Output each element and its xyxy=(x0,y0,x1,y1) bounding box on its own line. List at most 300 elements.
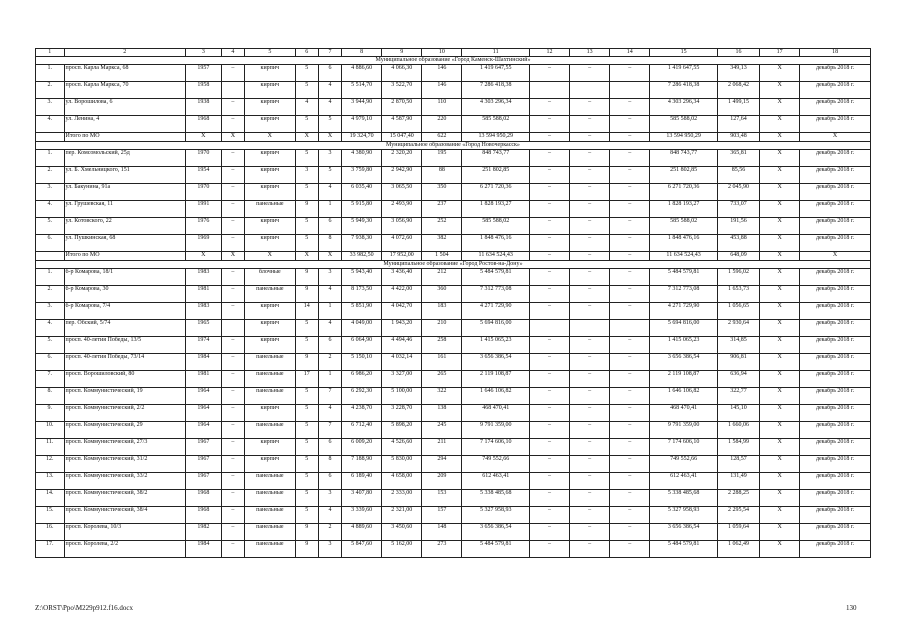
table-cell: 322,77 xyxy=(717,388,759,405)
table-cell: 3 327,00 xyxy=(382,371,422,388)
table-cell: – xyxy=(570,541,610,558)
table-cell: 11 634 524,43 xyxy=(650,252,718,261)
table-cell: 2 xyxy=(318,354,341,371)
table-cell: 5 xyxy=(295,337,318,354)
table-cell: просп. Ворошиловский, 80 xyxy=(64,371,185,388)
table-cell: 1964 xyxy=(185,422,221,439)
table-cell: 13 594 950,29 xyxy=(462,133,530,142)
table-cell: – xyxy=(221,303,244,320)
municipality-header-row xyxy=(36,261,871,269)
column-number-cell: 12 xyxy=(529,49,569,57)
table-cell: 2 930,64 xyxy=(717,320,759,337)
table-cell: 906,81 xyxy=(717,354,759,371)
table-cell: 211 xyxy=(422,439,462,456)
table-cell: 252 xyxy=(422,218,462,235)
table-cell: декабрь 2018 г. xyxy=(800,150,871,167)
table-cell: – xyxy=(570,422,610,439)
table-cell: 5 514,70 xyxy=(342,82,382,99)
table-cell: 153 xyxy=(422,490,462,507)
table-cell: – xyxy=(529,405,569,422)
table-cell: – xyxy=(570,524,610,541)
table-cell: – xyxy=(529,473,569,490)
table-cell: 273 xyxy=(422,541,462,558)
table-cell: кирпич xyxy=(245,456,296,473)
table-cell: кирпич xyxy=(245,303,296,320)
table-row xyxy=(36,303,871,320)
table-cell: – xyxy=(610,65,650,82)
table-cell: 17. xyxy=(36,541,65,558)
table-cell: – xyxy=(529,167,569,184)
table-cell: 6. xyxy=(36,354,65,371)
table-cell: декабрь 2018 г. xyxy=(800,507,871,524)
table-row xyxy=(36,337,871,354)
municipality-header-row xyxy=(36,57,871,65)
table-cell: 5 484 579,81 xyxy=(462,269,530,286)
table-cell: – xyxy=(610,116,650,133)
table-cell: просп. Коммунистический, 29 xyxy=(64,422,185,439)
table-cell: 1974 xyxy=(185,337,221,354)
table-cell: – xyxy=(570,252,610,261)
table-cell: 5 xyxy=(295,184,318,201)
table-cell: 3 xyxy=(318,541,341,558)
table-cell: 5 xyxy=(295,320,318,337)
table-cell: 128,57 xyxy=(717,456,759,473)
table-cell: X xyxy=(221,133,244,142)
table-cell: 161 xyxy=(422,354,462,371)
table-cell: – xyxy=(570,133,610,142)
table-cell: декабрь 2018 г. xyxy=(800,65,871,82)
column-number-row xyxy=(36,49,871,57)
table-cell: – xyxy=(529,541,569,558)
table-cell: ул. Котовского, 22 xyxy=(64,218,185,235)
table-cell: декабрь 2018 г. xyxy=(800,456,871,473)
table-cell: – xyxy=(221,371,244,388)
table-cell: декабрь 2018 г. xyxy=(800,235,871,252)
table-cell: 7. xyxy=(36,371,65,388)
table-cell: 7 174 606,10 xyxy=(650,439,718,456)
table-cell: 1957 xyxy=(185,65,221,82)
table-cell xyxy=(610,82,650,99)
table-cell: 1970 xyxy=(185,184,221,201)
table-row xyxy=(36,184,871,201)
table-cell: – xyxy=(529,218,569,235)
table-cell: 13 594 950,29 xyxy=(650,133,718,142)
table-cell: X xyxy=(318,252,341,261)
table-cell: 138 xyxy=(422,405,462,422)
table-cell: 2 870,50 xyxy=(382,99,422,116)
table-cell: 2 321,00 xyxy=(382,507,422,524)
table-cell: 3 450,60 xyxy=(382,524,422,541)
table-cell: 4 xyxy=(318,405,341,422)
table-cell: 13. xyxy=(36,473,65,490)
table-cell: 14. xyxy=(36,490,65,507)
table-cell: пер. Комсомольский, 25д xyxy=(64,150,185,167)
table-cell: 2 942,90 xyxy=(382,167,422,184)
table-cell: – xyxy=(610,541,650,558)
table-cell: 6 271 720,36 xyxy=(462,184,530,201)
table-cell: 3 759,80 xyxy=(342,167,382,184)
table-cell: – xyxy=(221,167,244,184)
table-cell: 3 656 386,54 xyxy=(650,524,718,541)
table-cell: 4 xyxy=(318,286,341,303)
table-cell: 5 xyxy=(295,65,318,82)
table-cell: 220 xyxy=(422,116,462,133)
table-cell: X xyxy=(760,218,800,235)
table-cell: – xyxy=(570,507,610,524)
table-cell: – xyxy=(570,99,610,116)
table-cell: 2. xyxy=(36,286,65,303)
table-cell: панельные xyxy=(245,490,296,507)
table-cell: – xyxy=(221,201,244,218)
table-cell: – xyxy=(221,388,244,405)
table-cell: X xyxy=(760,337,800,354)
table-cell: панельные xyxy=(245,201,296,218)
table-cell: – xyxy=(221,99,244,116)
table-cell: – xyxy=(610,99,650,116)
column-number-cell: 17 xyxy=(760,49,800,57)
table-cell: – xyxy=(529,133,569,142)
table-cell: просп. Карла Маркса, 70 xyxy=(64,82,185,99)
table-cell: 15. xyxy=(36,507,65,524)
table-cell: 2 119 108,87 xyxy=(650,371,718,388)
column-number-cell: 15 xyxy=(650,49,718,57)
table-cell: 4 526,60 xyxy=(382,439,422,456)
table-cell: – xyxy=(529,507,569,524)
file-path: Z:\ORST\Ppo\M229p912.f16.docx xyxy=(35,604,134,612)
table-cell: 9 xyxy=(295,541,318,558)
table-cell: 191,56 xyxy=(717,218,759,235)
table-cell: 622 xyxy=(422,133,462,142)
table-cell: 5 484 579,81 xyxy=(650,269,718,286)
table-cell: – xyxy=(570,184,610,201)
table-cell: 212 xyxy=(422,269,462,286)
table-cell: X xyxy=(760,507,800,524)
table-cell: кирпич xyxy=(245,320,296,337)
table-cell: 9 xyxy=(295,201,318,218)
table-cell: X xyxy=(760,116,800,133)
table-cell: – xyxy=(221,439,244,456)
table-cell: – xyxy=(221,524,244,541)
table-cell: X xyxy=(760,388,800,405)
table-row xyxy=(36,99,871,116)
table-cell: 2 493,90 xyxy=(382,201,422,218)
table-cell: декабрь 2018 г. xyxy=(800,422,871,439)
table-cell: 4 xyxy=(295,99,318,116)
table-cell: 15 047,40 xyxy=(382,133,422,142)
table-cell: – xyxy=(221,65,244,82)
table-cell: 5 xyxy=(295,422,318,439)
column-number-cell: 4 xyxy=(221,49,244,57)
table-cell: 5 327 958,93 xyxy=(650,507,718,524)
column-number-cell: 1 xyxy=(36,49,65,57)
table-cell: 848 743,77 xyxy=(462,150,530,167)
table-cell: 5 830,00 xyxy=(382,456,422,473)
table-cell: 265 xyxy=(422,371,462,388)
table-cell: – xyxy=(529,286,569,303)
table-cell: 1982 xyxy=(185,524,221,541)
municipality-title: Муниципальное образование «Город Каменск-Шахтинский» xyxy=(36,57,871,65)
table-cell: 6 064,90 xyxy=(342,337,382,354)
table-row xyxy=(36,116,871,133)
table-cell: блочные xyxy=(245,269,296,286)
table-row xyxy=(36,541,871,558)
table-cell: 5 xyxy=(295,439,318,456)
table-cell: X xyxy=(760,354,800,371)
table-cell: 1. xyxy=(36,150,65,167)
table-cell: 3 339,60 xyxy=(342,507,382,524)
table-cell: 6 xyxy=(318,473,341,490)
table-cell: декабрь 2018 г. xyxy=(800,82,871,99)
table-cell: 4 xyxy=(318,320,341,337)
table-cell: 453,88 xyxy=(717,235,759,252)
table-cell: X xyxy=(800,252,871,261)
table-cell: X xyxy=(295,252,318,261)
table-cell: 85,56 xyxy=(717,167,759,184)
table-cell: – xyxy=(570,490,610,507)
table-cell: 5 xyxy=(295,82,318,99)
table-cell: – xyxy=(221,490,244,507)
table-cell: 1 419 647,55 xyxy=(650,65,718,82)
page-number: 130 xyxy=(846,604,857,612)
table-cell: – xyxy=(570,456,610,473)
table-cell: 1 504 xyxy=(422,252,462,261)
table-cell: 5 xyxy=(295,218,318,235)
table-cell: декабрь 2018 г. xyxy=(800,218,871,235)
table-cell: декабрь 2018 г. xyxy=(800,473,871,490)
table-cell: – xyxy=(610,133,650,142)
table-cell: – xyxy=(529,201,569,218)
table-cell: декабрь 2018 г. xyxy=(800,99,871,116)
table-cell: 7 174 606,10 xyxy=(462,439,530,456)
table-cell: 5 150,10 xyxy=(342,354,382,371)
column-number-cell: 16 xyxy=(717,49,759,57)
table-cell: – xyxy=(529,116,569,133)
table-cell: 1 xyxy=(318,303,341,320)
table-cell: – xyxy=(570,286,610,303)
table-row xyxy=(36,269,871,286)
table-cell: 2 045,90 xyxy=(717,184,759,201)
table-cell: 5 943,40 xyxy=(342,269,382,286)
table-row xyxy=(36,65,871,82)
table-cell: панельные xyxy=(245,286,296,303)
table-cell: X xyxy=(185,133,221,142)
table-cell: X xyxy=(760,303,800,320)
table-cell: 12. xyxy=(36,456,65,473)
table-cell xyxy=(36,133,65,142)
table-cell: 733,07 xyxy=(717,201,759,218)
table-cell: 5 xyxy=(295,507,318,524)
table-cell: – xyxy=(221,405,244,422)
table-cell: – xyxy=(610,286,650,303)
table-cell: – xyxy=(529,490,569,507)
table-cell: 1 848 476,16 xyxy=(650,235,718,252)
table-cell: X xyxy=(221,252,244,261)
table-cell: 11. xyxy=(36,439,65,456)
table-cell xyxy=(570,320,610,337)
table-cell: 3 xyxy=(318,150,341,167)
table-cell: ул. Ворошилова, 6 xyxy=(64,99,185,116)
table-cell: 4 494,46 xyxy=(382,337,422,354)
table-cell: 9 791 359,00 xyxy=(462,422,530,439)
table-cell: 11 634 524,43 xyxy=(462,252,530,261)
table-cell: 5 484 579,81 xyxy=(462,541,530,558)
table-cell: X xyxy=(760,473,800,490)
table-cell: 16. xyxy=(36,524,65,541)
table-cell: – xyxy=(610,524,650,541)
table-cell: 848 743,77 xyxy=(650,150,718,167)
table-cell: X xyxy=(760,99,800,116)
table-cell: 8. xyxy=(36,388,65,405)
table-cell: 4 271 729,90 xyxy=(462,303,530,320)
table-cell: 1 653,73 xyxy=(717,286,759,303)
table-cell: – xyxy=(570,354,610,371)
municipality-header-row xyxy=(36,142,871,150)
table-cell: 585 588,02 xyxy=(462,116,530,133)
table-cell: 5 694 816,00 xyxy=(462,320,530,337)
table-cell: 1 848 476,16 xyxy=(462,235,530,252)
table-cell: 2 320,20 xyxy=(382,150,422,167)
table-cell: кирпич xyxy=(245,167,296,184)
table-cell: X xyxy=(185,252,221,261)
table-cell: 9 xyxy=(295,286,318,303)
table-cell: 6 009,20 xyxy=(342,439,382,456)
table-cell: – xyxy=(221,116,244,133)
table-cell: – xyxy=(570,65,610,82)
table-cell: 6 986,20 xyxy=(342,371,382,388)
table-cell: 17 952,00 xyxy=(382,252,422,261)
table-cell: – xyxy=(529,524,569,541)
table-cell: 6 xyxy=(318,439,341,456)
table-cell: просп. Коммунистический, 38/4 xyxy=(64,507,185,524)
table-cell: 3 656 386,54 xyxy=(462,524,530,541)
table-cell: X xyxy=(760,456,800,473)
table-cell: ул. Грушевская, 11 xyxy=(64,201,185,218)
column-number-cell: 3 xyxy=(185,49,221,57)
table-cell: 1938 xyxy=(185,99,221,116)
table-cell: – xyxy=(610,354,650,371)
table-cell: 1 419 647,55 xyxy=(462,65,530,82)
table-cell: – xyxy=(570,150,610,167)
table-cell: 2 xyxy=(318,524,341,541)
table-cell: 382 xyxy=(422,235,462,252)
table-cell: – xyxy=(610,269,650,286)
table-cell: 9. xyxy=(36,405,65,422)
column-number-cell: 14 xyxy=(610,49,650,57)
document-table xyxy=(35,48,871,558)
column-number-cell: 18 xyxy=(800,49,871,57)
table-cell: – xyxy=(610,388,650,405)
table-cell: 6 xyxy=(318,218,341,235)
table-cell: кирпич xyxy=(245,184,296,201)
table-cell: 1976 xyxy=(185,218,221,235)
table-cell: – xyxy=(221,456,244,473)
table-cell: – xyxy=(570,167,610,184)
table-cell: – xyxy=(529,354,569,371)
table-cell: просп. Коммунистический, 33/2 xyxy=(64,473,185,490)
table-cell: 5 xyxy=(295,150,318,167)
table-cell: 157 xyxy=(422,507,462,524)
table-cell: 749 552,66 xyxy=(650,456,718,473)
table-cell: панельные xyxy=(245,354,296,371)
table-cell: 146 xyxy=(422,82,462,99)
table-cell: просп. Коммунистический, 2/2 xyxy=(64,405,185,422)
table-cell: – xyxy=(221,541,244,558)
table-cell: 237 xyxy=(422,201,462,218)
table-cell: X xyxy=(760,524,800,541)
table-cell: X xyxy=(760,286,800,303)
table-cell: 195 xyxy=(422,150,462,167)
table-cell: 6 271 720,36 xyxy=(650,184,718,201)
table-cell: декабрь 2018 г. xyxy=(800,405,871,422)
total-row xyxy=(36,252,871,261)
table-cell: 5 338 485,68 xyxy=(650,490,718,507)
table-cell: 7 188,90 xyxy=(342,456,382,473)
table-cell xyxy=(221,82,244,99)
table-cell: панельные xyxy=(245,388,296,405)
table-cell: 1 415 065,23 xyxy=(462,337,530,354)
table-cell: – xyxy=(610,439,650,456)
table-cell: 5 847,60 xyxy=(342,541,382,558)
table-cell: – xyxy=(221,286,244,303)
table-cell: – xyxy=(221,150,244,167)
table-cell: 3. xyxy=(36,184,65,201)
table-cell: 5 100,00 xyxy=(382,388,422,405)
table-cell: – xyxy=(529,150,569,167)
table-row xyxy=(36,320,871,337)
table-cell: ул. Пушкинская, 68 xyxy=(64,235,185,252)
table-cell: – xyxy=(570,473,610,490)
column-number-cell: 13 xyxy=(570,49,610,57)
table-cell: 322 xyxy=(422,388,462,405)
table-cell: 4 271 729,90 xyxy=(650,303,718,320)
table-cell: 749 552,66 xyxy=(462,456,530,473)
table-cell: 3 xyxy=(318,490,341,507)
column-number-cell: 8 xyxy=(342,49,382,57)
table-cell: декабрь 2018 г. xyxy=(800,541,871,558)
table-cell: декабрь 2018 г. xyxy=(800,286,871,303)
table-cell: 8 xyxy=(318,235,341,252)
table-cell: 4 049,00 xyxy=(342,320,382,337)
table-cell: – xyxy=(221,235,244,252)
table-cell: 6 189,40 xyxy=(342,473,382,490)
table-cell: 612 463,41 xyxy=(650,473,718,490)
table-cell: 648,09 xyxy=(717,252,759,261)
table-cell: – xyxy=(221,218,244,235)
table-cell: 468 470,41 xyxy=(650,405,718,422)
table-cell: просп. Королева, 10/3 xyxy=(64,524,185,541)
table-cell: 1. xyxy=(36,65,65,82)
table-cell: кирпич xyxy=(245,150,296,167)
table-cell: – xyxy=(610,150,650,167)
table-cell: – xyxy=(529,337,569,354)
table-cell: декабрь 2018 г. xyxy=(800,371,871,388)
table-cell: – xyxy=(570,337,610,354)
table-cell: 1 056,65 xyxy=(717,303,759,320)
table-cell: декабрь 2018 г. xyxy=(800,524,871,541)
table-cell: 245 xyxy=(422,422,462,439)
table-cell: – xyxy=(529,388,569,405)
table-cell xyxy=(529,320,569,337)
table-cell: 4 xyxy=(318,99,341,116)
table-cell: кирпич xyxy=(245,65,296,82)
table-cell: 8 173,50 xyxy=(342,286,382,303)
table-cell: просп. 40-летия Победы, 13/5 xyxy=(64,337,185,354)
table-cell: кирпич xyxy=(245,218,296,235)
table-cell: 1984 xyxy=(185,354,221,371)
table-cell: – xyxy=(221,507,244,524)
table-cell: 5 xyxy=(295,235,318,252)
table-cell: кирпич xyxy=(245,99,296,116)
